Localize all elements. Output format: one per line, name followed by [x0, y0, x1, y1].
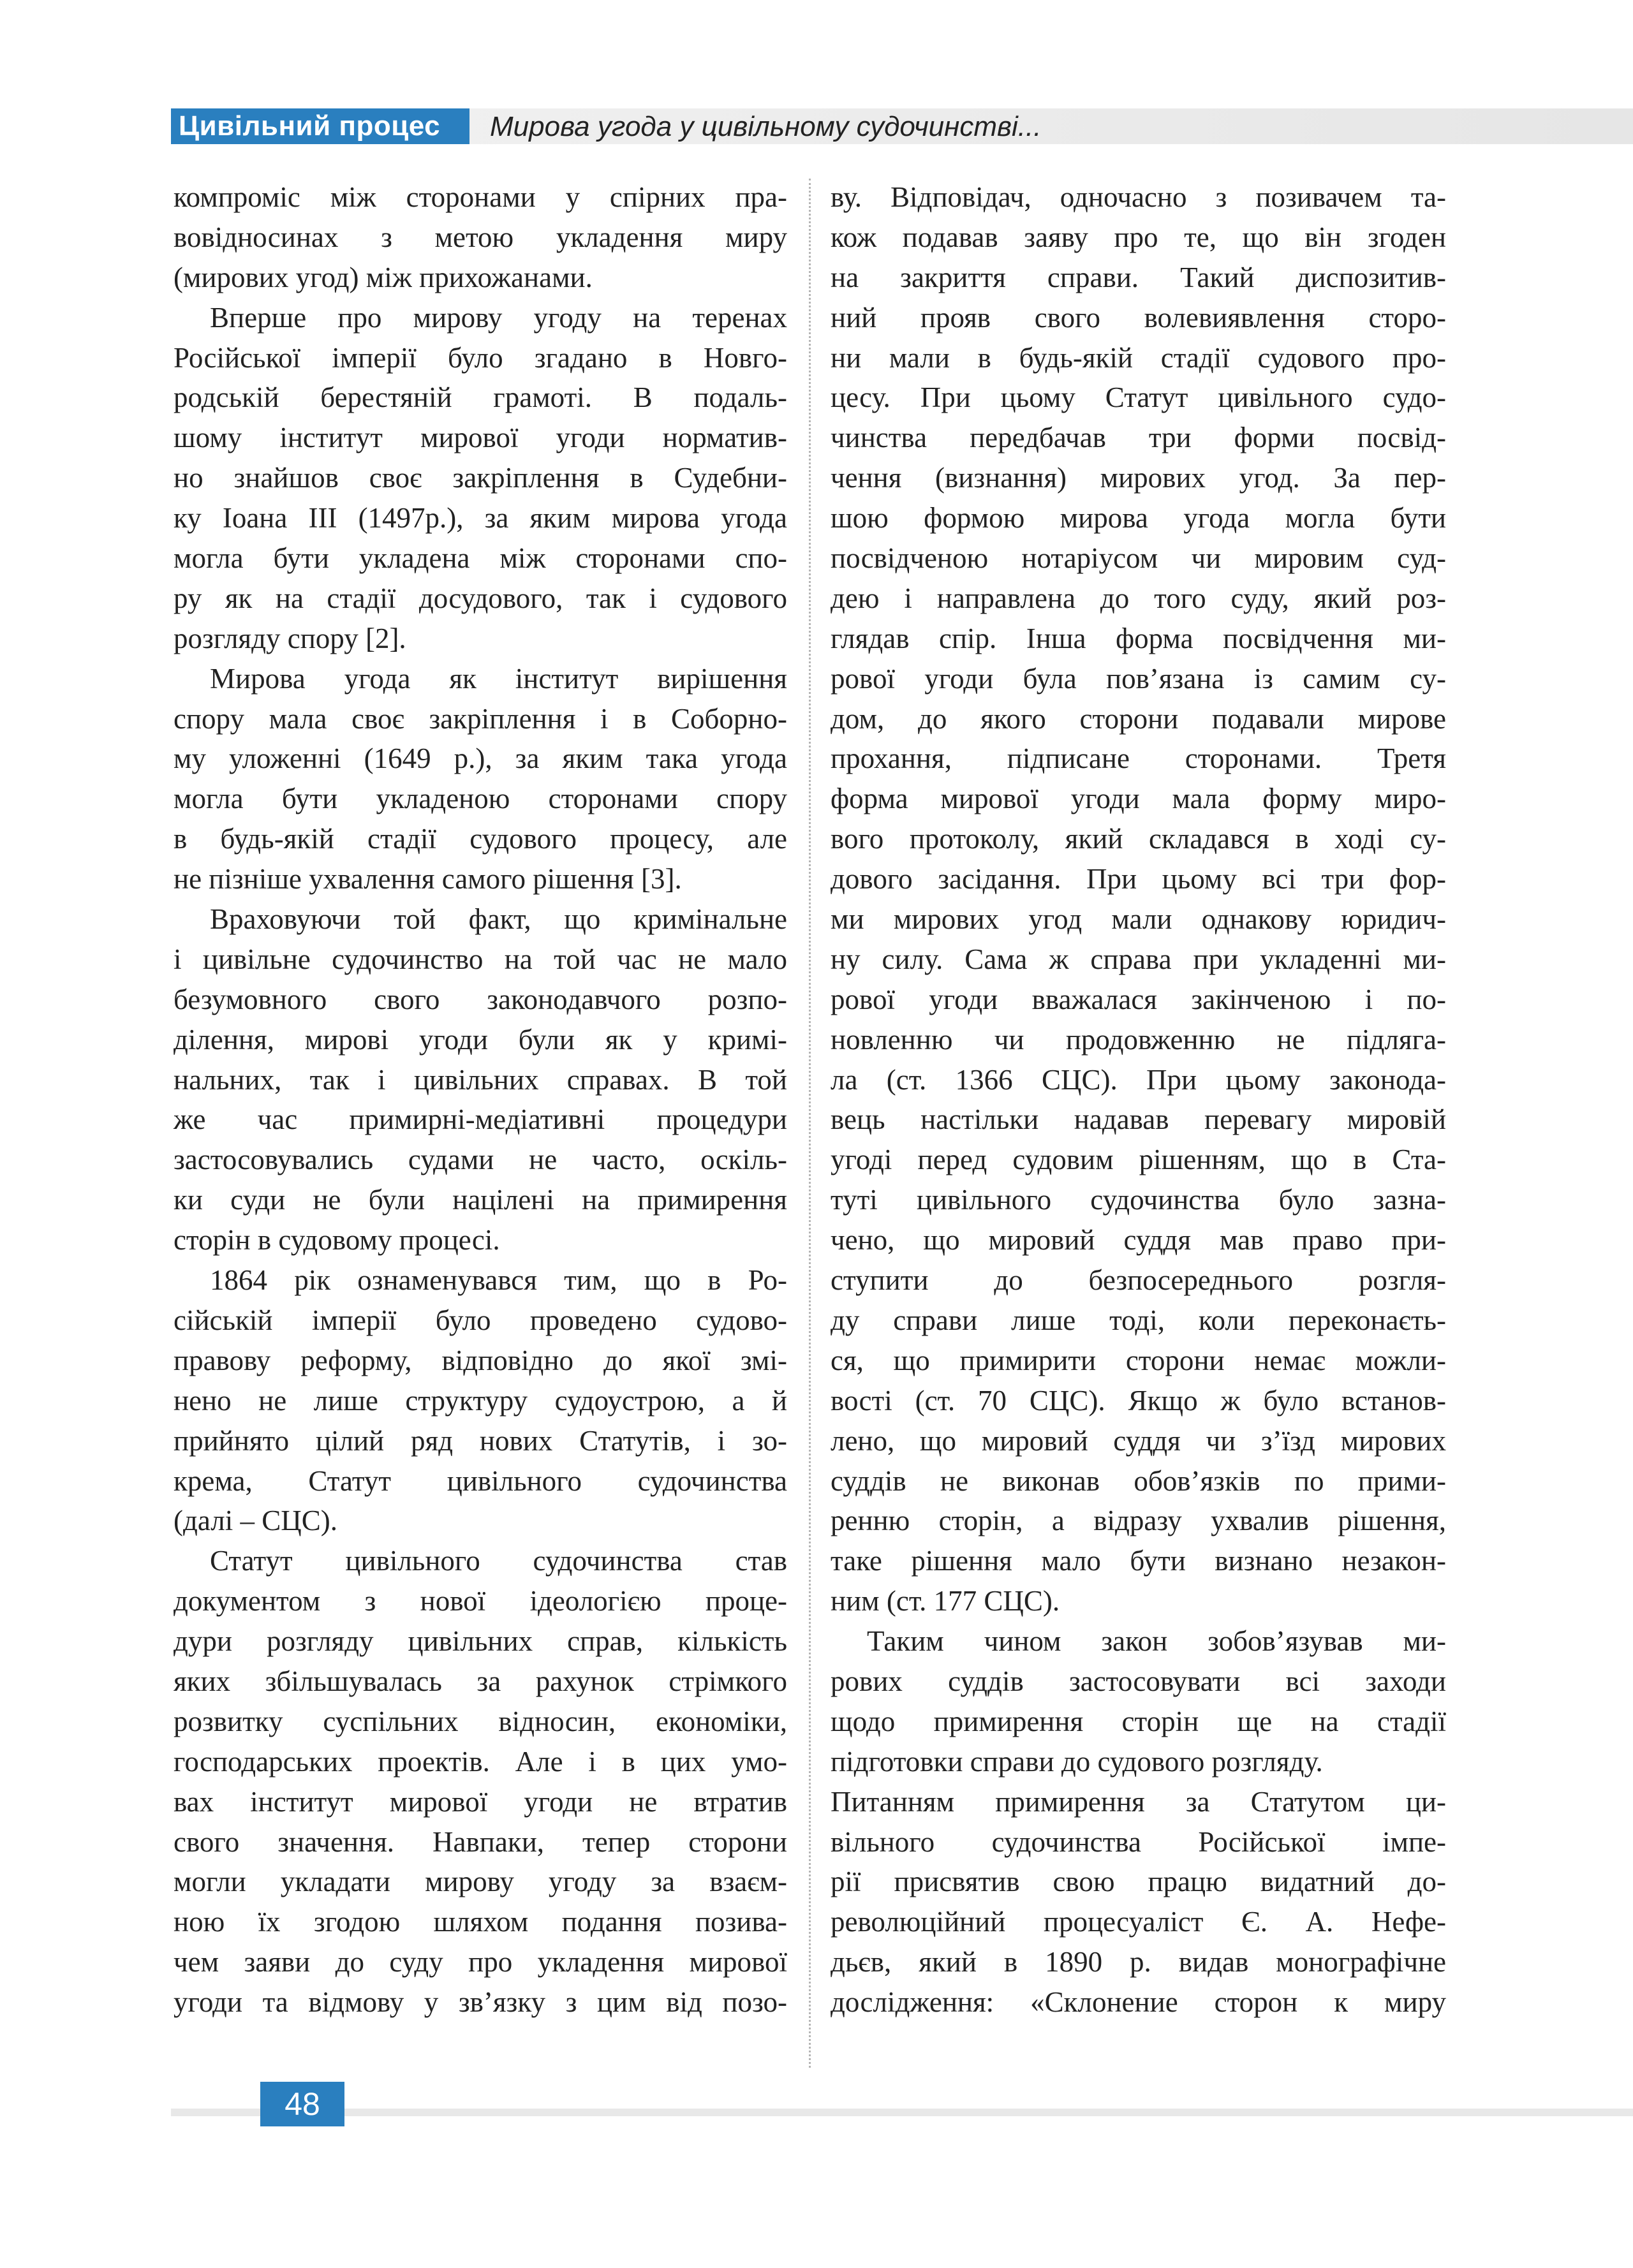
text-line: глядав спір. Інша форма посвідчення ми- [831, 622, 1446, 654]
text-line: ку Іоана ІІІ (1497р.), за яким мирова угода [174, 502, 787, 534]
text-line: чено, що мировий суддя мав право при- [831, 1224, 1446, 1256]
text-line: рової угоди була пов’язана із самим су- [831, 662, 1446, 695]
text-line: Російської імперії було згадано в Новго- [174, 341, 787, 374]
text-line: дового засідання. При цьому всі три фор- [831, 863, 1446, 895]
text-line: щодо примирення сторін ще на стадії [831, 1705, 1446, 1737]
section-label: Цивільний процес [171, 108, 469, 144]
text-line: правову реформу, відповідно до якої змі- [174, 1344, 787, 1376]
text-line: не пізніше ухвалення самого рішення [3]. [174, 863, 682, 895]
text-line: дею і направлена до того суду, який роз- [831, 582, 1446, 614]
text-line: могли укладати мирову угоду за взаєм- [174, 1866, 787, 1898]
text-line: ки суди не були націлені на примирення [174, 1184, 787, 1216]
text-line: спору мала своє закріплення і в Соборно- [174, 702, 787, 735]
text-line: Статут цивільного судочинства став [210, 1545, 787, 1577]
text-line: могла бути укладена між сторонами спо- [174, 542, 787, 575]
text-line: суддів не виконав обов’язків по прими- [831, 1464, 1446, 1497]
text-line: застосовувались судами не часто, оскіль- [174, 1144, 787, 1176]
text-line: ною їх згодою шляхом подання позива- [174, 1906, 787, 1938]
text-line: шому інститут мирової угоди норматив- [174, 422, 787, 454]
text-line: ми мирових угод мали однакову юридич- [831, 903, 1446, 936]
text-line: могла бути укладеною сторонами спору [174, 783, 787, 815]
text-line: 1864 рік ознаменувався тим, що в Ро- [210, 1264, 787, 1297]
text-line: чення (визнання) мирових угод. За пер- [831, 462, 1446, 494]
text-line: сійській імперії було проведено судово- [174, 1304, 787, 1336]
text-line: форма мирової угоди мала форму миро- [831, 783, 1446, 815]
text-line: дом, до якого сторони подавали мирове [831, 702, 1446, 735]
text-line: ни мали в будь-якій стадії судового про- [831, 341, 1446, 374]
text-line: же час примирні-медіативні процедури [174, 1103, 787, 1136]
text-line: цесу. При цьому Статут цивільного судо- [831, 381, 1446, 414]
running-title: Мирова угода у цивільному судочинстві... [490, 111, 1042, 142]
text-line: нальних, так і цивільних справах. В той [174, 1063, 787, 1096]
text-line: свого значення. Навпаки, тепер сторони [174, 1825, 787, 1858]
right-text-column [831, 177, 1446, 2022]
text-line: ступити до безпосереднього розгля- [831, 1264, 1446, 1297]
text-line: угоди та відмову у зв’язку з цим від позо- [174, 1986, 787, 2019]
text-line: но знайшов своє закріплення в Судебни- [174, 462, 787, 494]
text-line: ренню сторін, а відразу ухвалив рішення, [831, 1505, 1446, 1537]
text-line: на закриття справи. Такий диспозитив- [831, 261, 1446, 293]
text-line: ву. Відповідач, одночасно з позивачем та- [831, 181, 1446, 213]
text-line: рії присвятив свою працю видатний до- [831, 1866, 1446, 1898]
text-line: родській берестяній грамоті. В подаль- [174, 381, 787, 414]
footer-rule [171, 2109, 1633, 2116]
text-line: лено, що мировий суддя чи з’їзд мирових [831, 1424, 1446, 1457]
text-line: безумовного свого законодавчого розпо- [174, 983, 787, 1015]
text-line: шою формою мирова угода могла бути [831, 502, 1446, 534]
text-line: посвідченою нотаріусом чи мировим суд- [831, 542, 1446, 575]
text-line: Враховуючи той факт, що кримінальне [210, 903, 787, 936]
text-line: Питанням примирення за Статутом ци- [831, 1785, 1446, 1818]
text-line: (далі – СЦС). [174, 1505, 337, 1537]
text-line: рових суддів застосовувати всі заходи [831, 1665, 1446, 1697]
text-line: ду справи лише тоді, коли переконаєть- [831, 1304, 1446, 1336]
text-line: розгляду спору [2]. [174, 622, 406, 654]
text-line: розвитку суспільних відносин, економіки, [174, 1705, 787, 1737]
running-header [171, 108, 1633, 144]
text-line: документом з нової ідеологією проце- [174, 1585, 787, 1617]
text-line: чинства передбачав три форми посвід- [831, 422, 1446, 454]
text-line: господарських проектів. Але і в цих умо- [174, 1745, 787, 1778]
text-line: Таким чином закон зобов’язував ми- [867, 1625, 1446, 1658]
text-line: ділення, мирові угоди були як у кримі- [174, 1023, 787, 1056]
text-line: нено не лише структуру судоустрою, а й [174, 1384, 787, 1417]
text-line: вості (ст. 70 СЦС). Якщо ж було встанов- [831, 1384, 1446, 1417]
text-line: кож подавав заяву про те, що він згоден [831, 221, 1446, 253]
text-line: Вперше про мирову угоду на теренах [210, 301, 787, 334]
text-line: сторін в судовому процесі. [174, 1224, 500, 1256]
text-line: дослідження: «Склонение сторон к миру [831, 1986, 1446, 2019]
text-line: чем заяви до суду про укладення мирової [174, 1946, 787, 1978]
text-line: рової угоди вважалася закінченою і по- [831, 983, 1446, 1015]
text-line: ру як на стадії досудового, так і судового [174, 582, 787, 614]
text-line: революційний процесуаліст Є. А. Нефе- [831, 1906, 1446, 1938]
text-line: таке рішення мало бути визнано незакон- [831, 1545, 1446, 1577]
text-line: прийнято цілий ряд нових Статутів, і зо- [174, 1424, 787, 1457]
text-line: і цивільне судочинство на той час не мало [174, 943, 787, 975]
text-line: підготовки справи до судового розгляду. [831, 1745, 1323, 1778]
text-line: дури розгляду цивільних справ, кількість [174, 1625, 787, 1658]
text-line: вовідносинах з метою укладення миру [174, 221, 787, 253]
text-line: вого протоколу, який складався в ході су- [831, 823, 1446, 855]
text-line: ла (ст. 1366 СЦС). При цьому законода- [831, 1063, 1446, 1096]
text-line: компроміс між сторонами у спірних пра- [174, 181, 787, 213]
text-line: ний прояв свого волевиявлення сторо- [831, 301, 1446, 334]
text-line: (мирових угод) між прихожанами. [174, 261, 593, 293]
text-line: вах інститут мирової угоди не втратив [174, 1785, 787, 1818]
column-divider [809, 179, 811, 2068]
text-line: дьєв, який в 1890 р. видав монографічне [831, 1946, 1446, 1978]
text-line: вільного судочинства Російської імпе- [831, 1825, 1446, 1858]
text-line: крема, Статут цивільного судочинства [174, 1464, 787, 1497]
text-line: новленню чи продовженню не підляга- [831, 1023, 1446, 1056]
left-text-column [174, 177, 787, 2022]
text-line: прохання, підписане сторонами. Третя [831, 742, 1446, 775]
text-line: му уложенні (1649 р.), за яким така угода [174, 742, 787, 775]
text-line: ним (ст. 177 СЦС). [831, 1585, 1060, 1617]
text-line: туті цивільного судочинства було зазна- [831, 1184, 1446, 1216]
text-line: яких збільшувалась за рахунок стрімкого [174, 1665, 787, 1697]
text-line: угоді перед судовим рішенням, що в Ста- [831, 1144, 1446, 1176]
text-line: в будь-якій стадії судового процесу, але [174, 823, 787, 855]
text-line: ну силу. Сама ж справа при укладенні ми- [831, 943, 1446, 975]
page-number: 48 [260, 2082, 344, 2126]
text-line: ся, що примирити сторони немає можли- [831, 1344, 1446, 1376]
text-line: вець настільки надавав перевагу мировій [831, 1103, 1446, 1136]
text-line: Мирова угода як інститут вирішення [210, 662, 787, 695]
